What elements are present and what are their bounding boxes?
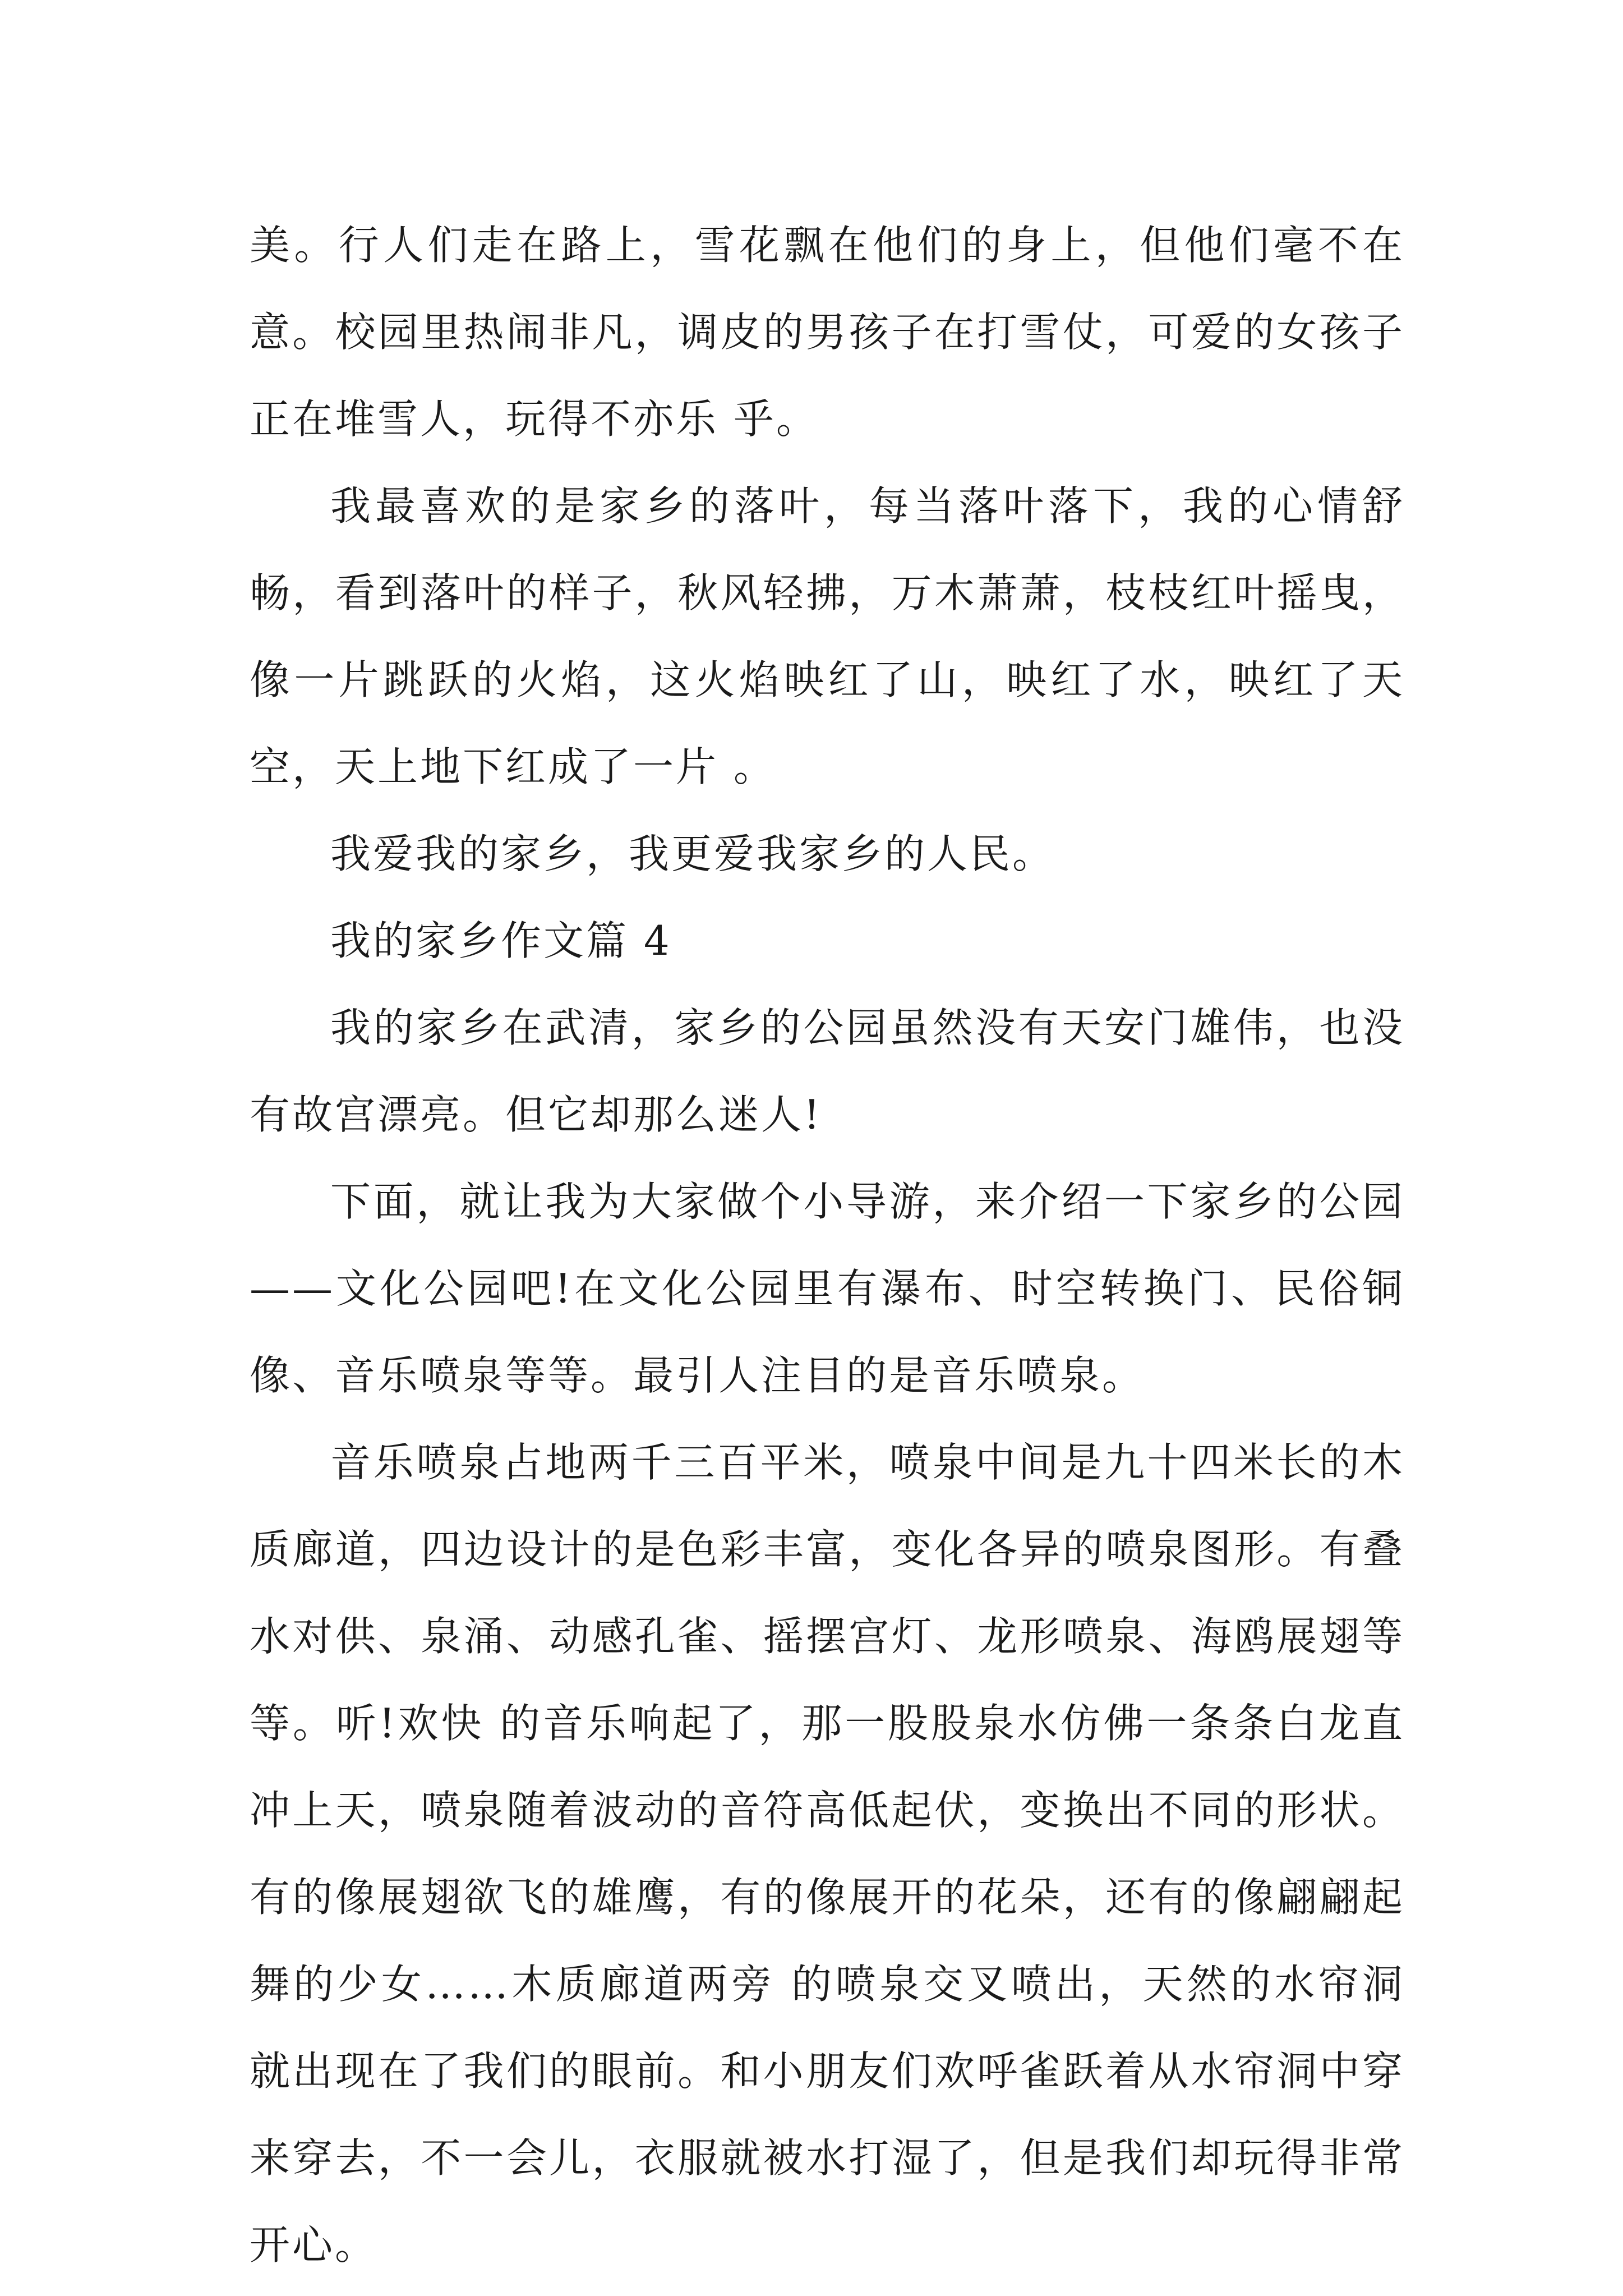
paragraph-love-hometown: 我爱我的家乡，我更爱我家乡的人民。 <box>330 830 1055 877</box>
paragraph-continuation: 美。行人们走在路上，雪花飘在他们的身上，但他们毫不在意。校园里热闹非凡，调皮的男孩子在打雪仗，可爱的女孩子正在堆雪人，玩得不亦乐 乎。 <box>250 222 1405 443</box>
paragraph-wuqing-park: 我的家乡在武清，家乡的公园虽然没有天安门雄伟，也没有故宫漂亮。但它却那么迷人! <box>250 1004 1405 1138</box>
section-heading: 我的家乡作文篇 4 <box>330 917 672 964</box>
paragraph-music-fountain: 音乐喷泉占地两千三百平米，喷泉中间是九十四米长的木质廊道，四边设计的是色彩丰富，变化各异的喷泉图形。有叠水对供、泉涌、动感孔雀、摇摆宫灯、龙形喷泉、海鸥展翅等等。听!欢快 的音乐响起了，那一股股泉水仿佛一条条白龙直冲上天，喷泉随着波动的音符高低起伏，变换出不同的形状。有的像展翅欲飞的雄鹰，有的像展开的花朵，还有的像翩翩起舞的少女……木质廊道两旁 的喷泉交叉喷出，天然的水帘洞就出现在了我们的眼前。和小朋友们欢呼雀跃着从水帘洞中穿来穿去，不一会儿，衣服就被水打湿了，但是我们却玩得非常开心。 <box>250 1439 1405 2269</box>
paragraph-culture-park: 下面，就让我为大家做个小导游，来介绍一下家乡的公园——文化公园吧!在文化公园里有瀑布、时空转换门、民俗铜像、音乐喷泉等等。最引人注目的是音乐喷泉。 <box>250 1178 1405 1399</box>
paragraph-fallen-leaves: 我最喜欢的是家乡的落叶，每当落叶落下，我的心情舒畅，看到落叶的样子，秋风轻拂，万木萧萧，枝枝红叶摇曳，像一片跳跃的火焰，这火焰映红了山，映红了水，映红了天空，天上地下红成了一片 。 <box>250 482 1405 790</box>
document-body <box>250 202 1405 2289</box>
